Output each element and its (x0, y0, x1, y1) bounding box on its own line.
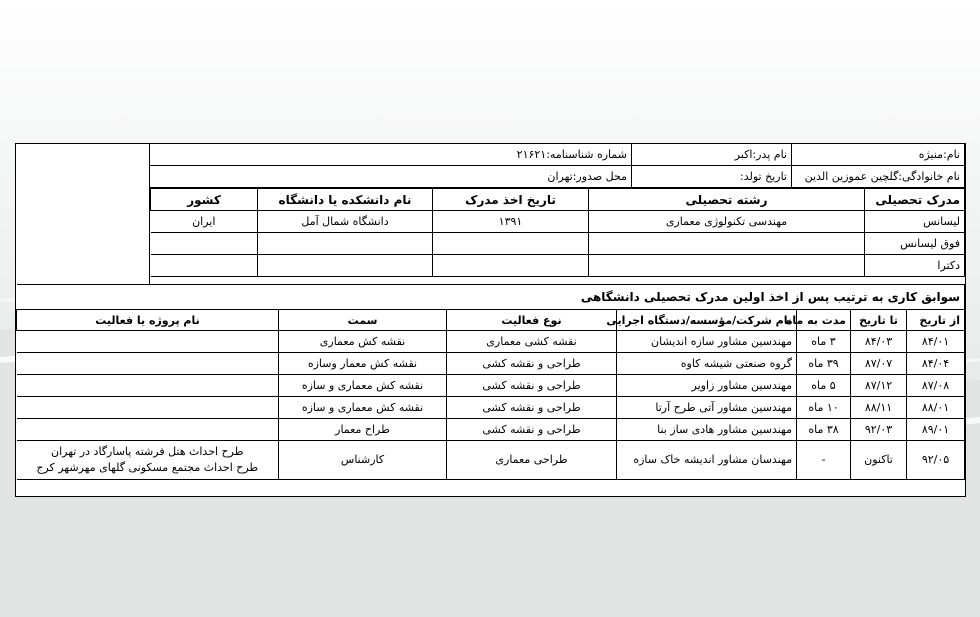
edu-date: ۱۳۹۱ (433, 211, 589, 233)
edu-degree: لیسانس (865, 211, 965, 233)
work-to: ۹۲/۰۳ (851, 419, 907, 441)
work-position: طراح معمار (279, 419, 447, 441)
work-row (17, 353, 965, 375)
issue-place-cell: محل صدور:تهران (150, 166, 632, 188)
edu-country: ایران (151, 211, 258, 233)
edu-field: مهندسی تکنولوژی معماری (589, 211, 865, 233)
work-header: مدت به ماه (797, 310, 851, 331)
work-position: نقشه کش معماری و سازه (279, 375, 447, 397)
edu-header: نام دانشکده یا دانشگاه (258, 189, 433, 211)
work-header: نوع فعالیت (447, 310, 617, 331)
work-row (17, 331, 965, 353)
personal-info-table (150, 144, 965, 188)
edu-university (258, 233, 433, 255)
work-to: ۸۸/۱۱ (851, 397, 907, 419)
edu-header: مدرک تحصیلی (865, 189, 965, 211)
edu-header: تاریخ اخذ مدرک (433, 189, 589, 211)
work-position: کارشناس (279, 441, 447, 480)
edu-degree: دکترا (865, 255, 965, 277)
work-header: نام شرکت/مؤسسه/دستگاه اجرایی (617, 310, 797, 331)
work-project (17, 397, 279, 419)
work-from: ۸۸/۰۱ (907, 397, 965, 419)
edu-row (151, 233, 965, 255)
birth-date-cell: تاریخ تولد: (632, 166, 792, 188)
work-activity: طراحی و نقشه کشی (447, 397, 617, 419)
work-duration: ۳ ماه (797, 331, 851, 353)
edu-field (589, 255, 865, 277)
edu-header: رشته تحصیلی (589, 189, 865, 211)
project-line: طرح احداث مجتمع مسکونی گلهای مهرشهر کرج (36, 461, 259, 474)
edu-row (151, 255, 965, 277)
father-name-cell: نام پدر:اکبر (632, 144, 792, 166)
work-activity: طراحی و نقشه کشی (447, 353, 617, 375)
work-company: مهندسین مشاور زاویر (617, 375, 797, 397)
work-activity: طراحی معماری (447, 441, 617, 480)
work-company: مهندسین مشاور هادی ساز بنا (617, 419, 797, 441)
work-company: مهندسین مشاور سازه اندیشان (617, 331, 797, 353)
edu-country (151, 233, 258, 255)
work-to: ۸۴/۰۳ (851, 331, 907, 353)
edu-date (433, 255, 589, 277)
work-position: نقشه کش معمار وسازه (279, 353, 447, 375)
edu-university: دانشگاه شمال آمل (258, 211, 433, 233)
work-history-table (16, 284, 965, 480)
work-to: ۸۷/۰۷ (851, 353, 907, 375)
edu-row (151, 211, 965, 233)
work-company: مهندسان مشاور اندیشه خاک سازه (617, 441, 797, 480)
work-from: ۸۹/۰۱ (907, 419, 965, 441)
work-company: مهندسین مشاور آتی طرح آرتا (617, 397, 797, 419)
work-duration: ۱۰ ماه (797, 397, 851, 419)
resume-sheet (15, 143, 966, 497)
work-duration: ۳۸ ماه (797, 419, 851, 441)
edu-date (433, 233, 589, 255)
work-header: نام پروژه یا فعالیت (17, 310, 279, 331)
work-project (17, 375, 279, 397)
edu-field (589, 233, 865, 255)
edu-header: کشور (151, 189, 258, 211)
edu-university (258, 255, 433, 277)
work-from: ۸۷/۰۸ (907, 375, 965, 397)
work-from: ۸۴/۰۱ (907, 331, 965, 353)
work-duration: ۵ ماه (797, 375, 851, 397)
work-history-title: سوابق کاری به ترتیب پس از اخذ اولین مدرک تحصیلی دانشگاهی (17, 285, 965, 310)
name-cell: نام:منیژه (792, 144, 965, 166)
work-company: گروه صنعتی شیشه کاوه (617, 353, 797, 375)
family-name-cell: نام خانوادگی:گلچین عموزین الدین (792, 166, 965, 188)
work-position: نقشه کش معماری (279, 331, 447, 353)
work-project (17, 419, 279, 441)
work-from: ۸۴/۰۴ (907, 353, 965, 375)
work-project (17, 331, 279, 353)
education-table (150, 188, 965, 277)
work-activity: نقشه کشی معماری (447, 331, 617, 353)
work-header: از تاریخ (907, 310, 965, 331)
work-history-section (16, 284, 965, 480)
work-activity: طراحی و نقشه کشی (447, 375, 617, 397)
work-from: ۹۲/۰۵ (907, 441, 965, 480)
work-row (17, 441, 965, 480)
photo-box (16, 144, 150, 284)
edu-country (151, 255, 258, 277)
work-duration: - (797, 441, 851, 480)
work-duration: ۳۹ ماه (797, 353, 851, 375)
project-line: طرح احداث هتل فرشته پاسارگاد در تهران (51, 445, 244, 458)
work-row (17, 375, 965, 397)
work-to: تاکنون (851, 441, 907, 480)
work-project (17, 441, 279, 480)
work-activity: طراحی و نقشه کشی (447, 419, 617, 441)
work-position: نقشه کش معماری و سازه (279, 397, 447, 419)
work-to: ۸۷/۱۲ (851, 375, 907, 397)
id-number-cell: شماره شناسنامه:۲۱۶۲۱ (150, 144, 632, 166)
work-project (17, 353, 279, 375)
work-row (17, 397, 965, 419)
edu-degree: فوق لیسانس (865, 233, 965, 255)
header-section (16, 144, 965, 284)
work-header: تا تاریخ (851, 310, 907, 331)
work-row (17, 419, 965, 441)
work-header: سمت (279, 310, 447, 331)
